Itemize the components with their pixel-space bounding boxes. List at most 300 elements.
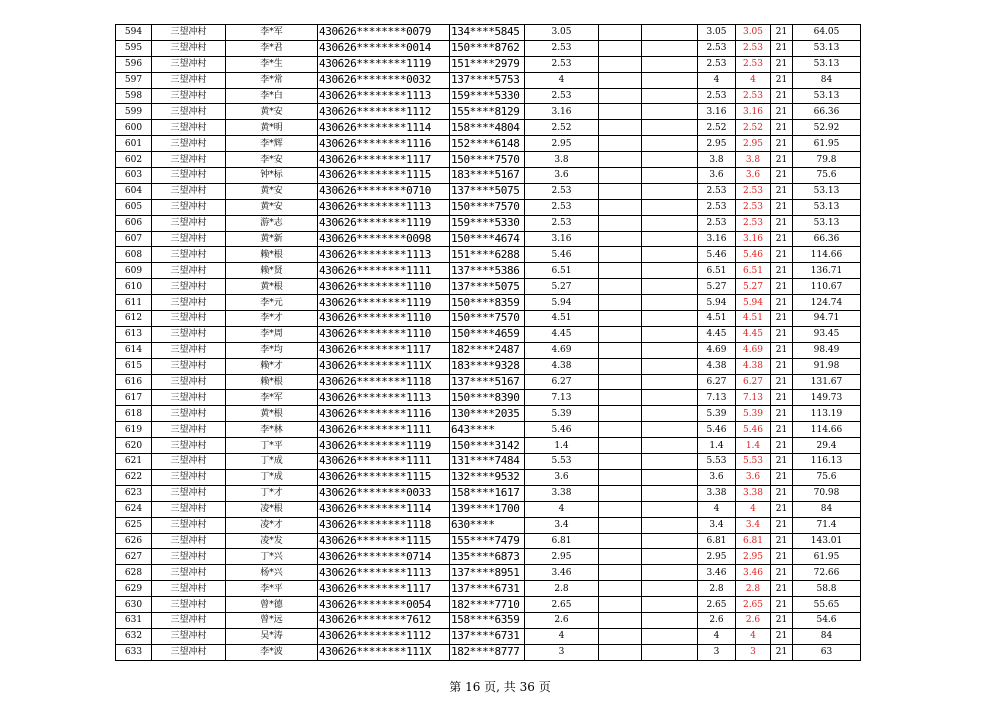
phone-cell: 159****5330 — [450, 88, 525, 104]
area-subsidy-cell: 2.52 — [736, 120, 771, 136]
phone-cell: 131****7484 — [450, 454, 525, 470]
empty-cell — [642, 358, 698, 374]
name-cell: 赖*根 — [226, 247, 318, 263]
area-cell: 3.05 — [525, 25, 599, 41]
empty-cell — [642, 88, 698, 104]
empty-cell — [599, 628, 642, 644]
empty-cell — [599, 311, 642, 327]
empty-cell — [642, 183, 698, 199]
id-number-cell: 430626********1113 — [318, 247, 450, 263]
village-cell: 三望冲村 — [152, 215, 226, 231]
empty-cell — [642, 469, 698, 485]
id-number-cell: 430626********0014 — [318, 40, 450, 56]
name-cell: 李*军 — [226, 390, 318, 406]
empty-cell — [599, 120, 642, 136]
id-number-cell: 430626********1116 — [318, 136, 450, 152]
id-number-cell: 430626********1112 — [318, 104, 450, 120]
area-cell: 3.8 — [525, 152, 599, 168]
table-row — [116, 422, 861, 438]
area-confirmed-cell: 3.16 — [698, 104, 736, 120]
empty-cell — [642, 25, 698, 41]
id-number-cell: 430626********1112 — [318, 628, 450, 644]
row-number-cell: 599 — [116, 104, 152, 120]
area-cell: 5.46 — [525, 422, 599, 438]
area-subsidy-cell: 6.81 — [736, 533, 771, 549]
area-cell: 6.51 — [525, 263, 599, 279]
name-cell: 李*辉 — [226, 136, 318, 152]
area-subsidy-cell: 4.51 — [736, 311, 771, 327]
empty-cell — [642, 390, 698, 406]
empty-cell — [642, 215, 698, 231]
phone-cell: 139****1700 — [450, 501, 525, 517]
name-cell: 凌*发 — [226, 533, 318, 549]
area-confirmed-cell: 7.13 — [698, 390, 736, 406]
village-cell: 三望冲村 — [152, 25, 226, 41]
village-cell: 三望冲村 — [152, 533, 226, 549]
row-number-cell: 632 — [116, 628, 152, 644]
row-number-cell: 628 — [116, 565, 152, 581]
area-cell: 4 — [525, 501, 599, 517]
name-cell: 吴*涛 — [226, 628, 318, 644]
empty-cell — [599, 40, 642, 56]
table-row — [116, 215, 861, 231]
name-cell: 李*元 — [226, 295, 318, 311]
area-cell: 5.53 — [525, 454, 599, 470]
amount-cell: 98.49 — [793, 342, 861, 358]
area-confirmed-cell: 2.65 — [698, 597, 736, 613]
area-cell: 4.51 — [525, 311, 599, 327]
row-number-cell: 607 — [116, 231, 152, 247]
empty-cell — [599, 231, 642, 247]
name-cell: 曾*远 — [226, 612, 318, 628]
area-subsidy-cell: 2.95 — [736, 136, 771, 152]
empty-cell — [599, 533, 642, 549]
empty-cell — [599, 565, 642, 581]
name-cell: 丁*才 — [226, 485, 318, 501]
area-confirmed-cell: 6.27 — [698, 374, 736, 390]
empty-cell — [599, 279, 642, 295]
name-cell: 凌*根 — [226, 501, 318, 517]
phone-cell: 158****6359 — [450, 612, 525, 628]
unit-price-cell: 21 — [771, 231, 793, 247]
area-confirmed-cell: 2.95 — [698, 136, 736, 152]
empty-cell — [642, 247, 698, 263]
unit-price-cell: 21 — [771, 406, 793, 422]
empty-cell — [642, 628, 698, 644]
area-confirmed-cell: 4 — [698, 72, 736, 88]
unit-price-cell: 21 — [771, 422, 793, 438]
empty-cell — [642, 152, 698, 168]
name-cell: 丁*兴 — [226, 549, 318, 565]
amount-cell: 53.13 — [793, 199, 861, 215]
area-confirmed-cell: 2.6 — [698, 612, 736, 628]
amount-cell: 75.6 — [793, 168, 861, 184]
row-number-cell: 609 — [116, 263, 152, 279]
row-number-cell: 603 — [116, 168, 152, 184]
table-row — [116, 501, 861, 517]
amount-cell: 79.8 — [793, 152, 861, 168]
amount-cell: 61.95 — [793, 136, 861, 152]
unit-price-cell: 21 — [771, 358, 793, 374]
phone-cell: 137****5386 — [450, 263, 525, 279]
empty-cell — [642, 295, 698, 311]
unit-price-cell: 21 — [771, 469, 793, 485]
row-number-cell: 606 — [116, 215, 152, 231]
area-confirmed-cell: 2.53 — [698, 88, 736, 104]
name-cell: 李*才 — [226, 311, 318, 327]
area-subsidy-cell: 5.27 — [736, 279, 771, 295]
empty-cell — [642, 549, 698, 565]
area-confirmed-cell: 3.05 — [698, 25, 736, 41]
area-cell: 2.53 — [525, 183, 599, 199]
phone-cell: 137****6731 — [450, 581, 525, 597]
area-subsidy-cell: 7.13 — [736, 390, 771, 406]
empty-cell — [599, 469, 642, 485]
empty-cell — [599, 644, 642, 660]
area-subsidy-cell: 1.4 — [736, 438, 771, 454]
area-confirmed-cell: 6.51 — [698, 263, 736, 279]
area-subsidy-cell: 5.46 — [736, 247, 771, 263]
amount-cell: 110.67 — [793, 279, 861, 295]
area-confirmed-cell: 4.45 — [698, 326, 736, 342]
phone-cell: 134****5845 — [450, 25, 525, 41]
table-row — [116, 40, 861, 56]
area-subsidy-cell: 5.39 — [736, 406, 771, 422]
name-cell: 李*波 — [226, 644, 318, 660]
village-cell: 三望冲村 — [152, 501, 226, 517]
area-cell: 2.52 — [525, 120, 599, 136]
amount-cell: 64.05 — [793, 25, 861, 41]
row-number-cell: 596 — [116, 56, 152, 72]
empty-cell — [599, 183, 642, 199]
empty-cell — [642, 279, 698, 295]
area-subsidy-cell: 3.6 — [736, 168, 771, 184]
amount-cell: 131.67 — [793, 374, 861, 390]
area-cell: 2.53 — [525, 199, 599, 215]
amount-cell: 91.98 — [793, 358, 861, 374]
unit-price-cell: 21 — [771, 183, 793, 199]
area-confirmed-cell: 4.38 — [698, 358, 736, 374]
amount-cell: 94.71 — [793, 311, 861, 327]
village-cell: 三望冲村 — [152, 168, 226, 184]
area-confirmed-cell: 2.53 — [698, 40, 736, 56]
table-row — [116, 438, 861, 454]
phone-cell: 159****5330 — [450, 215, 525, 231]
table-row — [116, 326, 861, 342]
area-cell: 3.6 — [525, 469, 599, 485]
empty-cell — [599, 485, 642, 501]
area-subsidy-cell: 3.38 — [736, 485, 771, 501]
area-cell: 2.53 — [525, 40, 599, 56]
id-number-cell: 430626********1118 — [318, 517, 450, 533]
amount-cell: 72.66 — [793, 565, 861, 581]
area-subsidy-cell: 3.6 — [736, 469, 771, 485]
area-subsidy-cell: 2.53 — [736, 215, 771, 231]
row-number-cell: 625 — [116, 517, 152, 533]
table-row — [116, 120, 861, 136]
table-row — [116, 533, 861, 549]
row-number-cell: 620 — [116, 438, 152, 454]
id-number-cell: 430626********1111 — [318, 454, 450, 470]
phone-cell: 137****5075 — [450, 279, 525, 295]
id-number-cell: 430626********111X — [318, 644, 450, 660]
phone-cell: 150****8359 — [450, 295, 525, 311]
table-row — [116, 485, 861, 501]
empty-cell — [599, 136, 642, 152]
unit-price-cell: 21 — [771, 485, 793, 501]
village-cell: 三望冲村 — [152, 406, 226, 422]
amount-cell: 114.66 — [793, 247, 861, 263]
empty-cell — [599, 517, 642, 533]
name-cell: 杨*兴 — [226, 565, 318, 581]
table-row — [116, 199, 861, 215]
table-row — [116, 247, 861, 263]
row-number-cell: 619 — [116, 422, 152, 438]
area-cell: 3.6 — [525, 168, 599, 184]
empty-cell — [599, 454, 642, 470]
village-cell: 三望冲村 — [152, 40, 226, 56]
empty-cell — [642, 581, 698, 597]
empty-cell — [642, 597, 698, 613]
table-row — [116, 295, 861, 311]
table-row — [116, 231, 861, 247]
village-cell: 三望冲村 — [152, 469, 226, 485]
amount-cell: 136.71 — [793, 263, 861, 279]
name-cell: 黄*新 — [226, 231, 318, 247]
table-row — [116, 88, 861, 104]
area-confirmed-cell: 5.53 — [698, 454, 736, 470]
empty-cell — [642, 517, 698, 533]
phone-cell: 137****6731 — [450, 628, 525, 644]
id-number-cell: 430626********1114 — [318, 120, 450, 136]
row-number-cell: 598 — [116, 88, 152, 104]
unit-price-cell: 21 — [771, 581, 793, 597]
empty-cell — [599, 612, 642, 628]
row-number-cell: 623 — [116, 485, 152, 501]
phone-cell: 137****5075 — [450, 183, 525, 199]
amount-cell: 61.95 — [793, 549, 861, 565]
area-cell: 3.46 — [525, 565, 599, 581]
row-number-cell: 629 — [116, 581, 152, 597]
empty-cell — [642, 263, 698, 279]
unit-price-cell: 21 — [771, 25, 793, 41]
unit-price-cell: 21 — [771, 454, 793, 470]
table-row — [116, 152, 861, 168]
empty-cell — [599, 25, 642, 41]
table-row — [116, 263, 861, 279]
table-row — [116, 628, 861, 644]
area-subsidy-cell: 2.53 — [736, 56, 771, 72]
unit-price-cell: 21 — [771, 549, 793, 565]
phone-cell: 182****2487 — [450, 342, 525, 358]
name-cell: 凌*才 — [226, 517, 318, 533]
empty-cell — [642, 501, 698, 517]
area-subsidy-cell: 4 — [736, 72, 771, 88]
area-cell: 4 — [525, 72, 599, 88]
name-cell: 李*平 — [226, 581, 318, 597]
area-cell: 4.69 — [525, 342, 599, 358]
table-row — [116, 72, 861, 88]
empty-cell — [642, 120, 698, 136]
empty-cell — [642, 565, 698, 581]
village-cell: 三望冲村 — [152, 644, 226, 660]
id-number-cell: 430626********7612 — [318, 612, 450, 628]
name-cell: 黄*根 — [226, 279, 318, 295]
phone-cell: 183****5167 — [450, 168, 525, 184]
amount-cell: 53.13 — [793, 56, 861, 72]
id-number-cell: 430626********1119 — [318, 215, 450, 231]
amount-cell: 53.13 — [793, 40, 861, 56]
amount-cell: 53.13 — [793, 215, 861, 231]
name-cell: 李*安 — [226, 152, 318, 168]
area-subsidy-cell: 4.69 — [736, 342, 771, 358]
id-number-cell: 430626********1110 — [318, 311, 450, 327]
area-confirmed-cell: 2.95 — [698, 549, 736, 565]
id-number-cell: 430626********1117 — [318, 581, 450, 597]
area-subsidy-cell: 4 — [736, 628, 771, 644]
village-cell: 三望冲村 — [152, 549, 226, 565]
phone-cell: 151****6288 — [450, 247, 525, 263]
empty-cell — [642, 231, 698, 247]
empty-cell — [599, 597, 642, 613]
amount-cell: 93.45 — [793, 326, 861, 342]
empty-cell — [642, 644, 698, 660]
name-cell: 李*生 — [226, 56, 318, 72]
area-confirmed-cell: 2.53 — [698, 183, 736, 199]
amount-cell: 55.65 — [793, 597, 861, 613]
unit-price-cell: 21 — [771, 263, 793, 279]
amount-cell: 84 — [793, 628, 861, 644]
row-number-cell: 608 — [116, 247, 152, 263]
amount-cell: 124.74 — [793, 295, 861, 311]
amount-cell: 54.6 — [793, 612, 861, 628]
id-number-cell: 430626********1115 — [318, 469, 450, 485]
amount-cell: 29.4 — [793, 438, 861, 454]
empty-cell — [642, 422, 698, 438]
row-number-cell: 631 — [116, 612, 152, 628]
table-row — [116, 565, 861, 581]
row-number-cell: 594 — [116, 25, 152, 41]
empty-cell — [599, 168, 642, 184]
village-cell: 三望冲村 — [152, 485, 226, 501]
village-cell: 三望冲村 — [152, 422, 226, 438]
id-number-cell: 430626********0054 — [318, 597, 450, 613]
row-number-cell: 626 — [116, 533, 152, 549]
village-cell: 三望冲村 — [152, 231, 226, 247]
empty-cell — [599, 326, 642, 342]
area-subsidy-cell: 3.16 — [736, 231, 771, 247]
unit-price-cell: 21 — [771, 342, 793, 358]
table-row — [116, 136, 861, 152]
id-number-cell: 430626********1119 — [318, 56, 450, 72]
row-number-cell: 633 — [116, 644, 152, 660]
unit-price-cell: 21 — [771, 40, 793, 56]
empty-cell — [599, 263, 642, 279]
row-number-cell: 601 — [116, 136, 152, 152]
area-subsidy-cell: 3.8 — [736, 152, 771, 168]
area-confirmed-cell: 4.51 — [698, 311, 736, 327]
table-row — [116, 342, 861, 358]
table-row — [116, 56, 861, 72]
name-cell: 赖*根 — [226, 374, 318, 390]
unit-price-cell: 21 — [771, 628, 793, 644]
area-confirmed-cell: 2.53 — [698, 56, 736, 72]
area-cell: 5.46 — [525, 247, 599, 263]
area-confirmed-cell: 1.4 — [698, 438, 736, 454]
name-cell: 李*白 — [226, 88, 318, 104]
table-row — [116, 612, 861, 628]
records-table-body — [116, 25, 861, 661]
empty-cell — [599, 72, 642, 88]
village-cell: 三望冲村 — [152, 88, 226, 104]
id-number-cell: 430626********1113 — [318, 390, 450, 406]
id-number-cell: 430626********0098 — [318, 231, 450, 247]
empty-cell — [642, 454, 698, 470]
area-confirmed-cell: 5.46 — [698, 422, 736, 438]
phone-cell: 150****8390 — [450, 390, 525, 406]
row-number-cell: 595 — [116, 40, 152, 56]
area-confirmed-cell: 2.8 — [698, 581, 736, 597]
area-confirmed-cell: 3.38 — [698, 485, 736, 501]
phone-cell: 150****4674 — [450, 231, 525, 247]
table-row — [116, 25, 861, 41]
area-confirmed-cell: 2.52 — [698, 120, 736, 136]
village-cell: 三望冲村 — [152, 104, 226, 120]
empty-cell — [642, 438, 698, 454]
empty-cell — [599, 374, 642, 390]
empty-cell — [642, 136, 698, 152]
area-cell: 3 — [525, 644, 599, 660]
unit-price-cell: 21 — [771, 326, 793, 342]
name-cell: 李*周 — [226, 326, 318, 342]
amount-cell: 63 — [793, 644, 861, 660]
table-row — [116, 183, 861, 199]
unit-price-cell: 21 — [771, 152, 793, 168]
phone-cell: 183****9328 — [450, 358, 525, 374]
empty-cell — [599, 406, 642, 422]
empty-cell — [642, 56, 698, 72]
table-row — [116, 311, 861, 327]
empty-cell — [599, 581, 642, 597]
table-row — [116, 549, 861, 565]
area-subsidy-cell: 2.53 — [736, 199, 771, 215]
id-number-cell: 430626********1117 — [318, 342, 450, 358]
village-cell: 三望冲村 — [152, 56, 226, 72]
amount-cell: 116.13 — [793, 454, 861, 470]
area-subsidy-cell: 6.27 — [736, 374, 771, 390]
name-cell: 黄*安 — [226, 199, 318, 215]
row-number-cell: 617 — [116, 390, 152, 406]
unit-price-cell: 21 — [771, 168, 793, 184]
name-cell: 丁*平 — [226, 438, 318, 454]
amount-cell: 66.36 — [793, 104, 861, 120]
area-cell: 4 — [525, 628, 599, 644]
area-confirmed-cell: 5.39 — [698, 406, 736, 422]
area-cell: 4.45 — [525, 326, 599, 342]
name-cell: 李*军 — [226, 25, 318, 41]
phone-cell: 630**** — [450, 517, 525, 533]
village-cell: 三望冲村 — [152, 374, 226, 390]
unit-price-cell: 21 — [771, 104, 793, 120]
id-number-cell: 430626********0079 — [318, 25, 450, 41]
village-cell: 三望冲村 — [152, 342, 226, 358]
amount-cell: 84 — [793, 501, 861, 517]
row-number-cell: 610 — [116, 279, 152, 295]
row-number-cell: 618 — [116, 406, 152, 422]
phone-cell: 150****7570 — [450, 152, 525, 168]
row-number-cell: 624 — [116, 501, 152, 517]
area-subsidy-cell: 2.53 — [736, 183, 771, 199]
